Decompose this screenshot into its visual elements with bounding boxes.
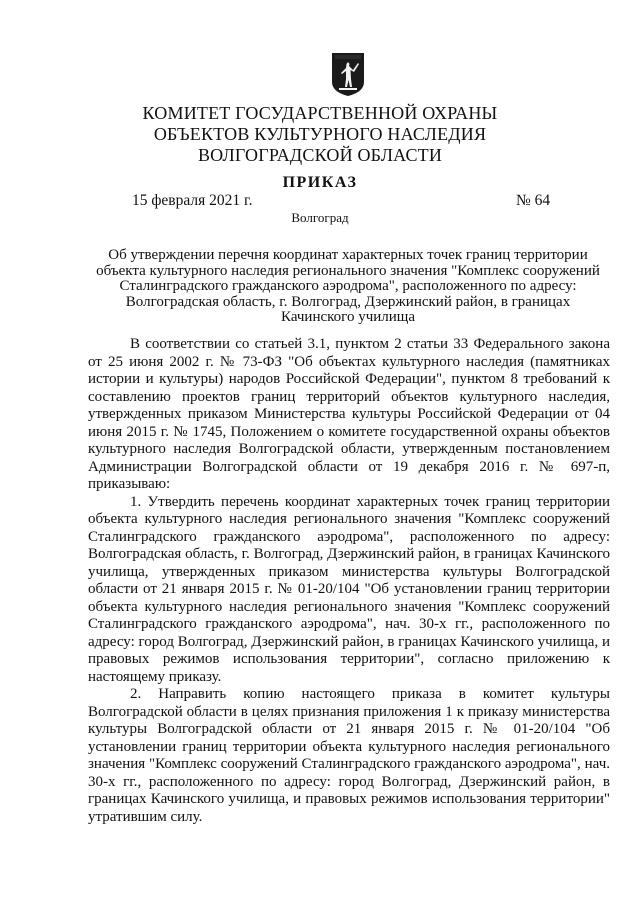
order-number: № 64 bbox=[516, 192, 551, 209]
org-name-line-1: КОМИТЕТ ГОСУДАРСТВЕННОЙ ОХРАНЫ bbox=[142, 103, 498, 123]
order-date: 15 февраля 2021 г. bbox=[132, 192, 253, 209]
preamble-paragraph: В соответствии со статьей 3.1, пунктом 2 статьи 33 Федерального закона от 25 июня 2002 г. № 73-ФЗ "Об объектах культурного наследия (памятниках истории и культуры) народов Российской Федерации", пунктом 8 требований к составлению проектов границ территорий объектов культурного наследия, утвержденных приказом Министерства культуры Российской Федерации от 04 июня 2015 г. № 1745, Положением о комитете государственной охраны объектов культурного наследия Волгоградской области, утвержденным постановлением Администрации Волгоградской области от 19 декабря 2016 г. № 697-п, приказываю: bbox=[88, 336, 610, 492]
item-2-paragraph: 2. Направить копию настоящего приказа в комитет культуры Волгоградской области в целях признания приложения 1 к приказу министерства культуры Волгоградской области от 21 января 2015 г. № 01-20/104 "Об установлении границ территории объекта культурного наследия регионального значения "Комплекс сооружений Сталинградского гражданского аэродрома", нач. 30-х гг., расположенного по адресу: город Волгоград, Дзержинский район, в границах Качинского училища, и правовых режимов использования территории" утратившим силу. bbox=[88, 686, 610, 825]
document-title: ПРИКАЗ bbox=[282, 174, 358, 191]
org-name-line-2: ОБЪЕКТОВ КУЛЬТУРНОГО НАСЛЕДИЯ bbox=[153, 124, 487, 144]
coat-of-arms-icon bbox=[331, 52, 365, 97]
order-subject: Об утверждении перечня координат характерных точек границ территории объекта культурного наследия регионального значения "Комплекс сооружений Сталинградского гражданского аэродрома", расположенного по адресу: Волгоградская область, г. Волгоград, Дзержинский район, в границах Качинского училища bbox=[96, 247, 600, 325]
org-name-line-3: ВОЛГОГРАДСКОЙ ОБЛАСТИ bbox=[197, 145, 443, 165]
item-1-paragraph: 1. Утвердить перечень координат характерных точек границ территории объекта культурного наследия регионального значения "Комплекс сооружений Сталинградского гражданского аэродрома", расположенного по адресу: Волгоградская область, г. Волгоград, Дзержинский район, в границах Качинского училища, утвержденных приказом министерства культуры Волгоградской области от 21 января 2015 г. № 01-20/104 "Об установлении границ территории объекта культурного наследия регионального значения "Комплекс сооружений Сталинградского гражданского аэродрома", нач. 30-х гг., расположенного по адресу: город Волгоград, Дзержинский район, в границах Качинского училища, и правовых режимов использования территории", согласно приложению к настоящему приказу. bbox=[88, 493, 610, 685]
order-city: Волгоград bbox=[291, 210, 349, 225]
order-body bbox=[88, 336, 610, 826]
